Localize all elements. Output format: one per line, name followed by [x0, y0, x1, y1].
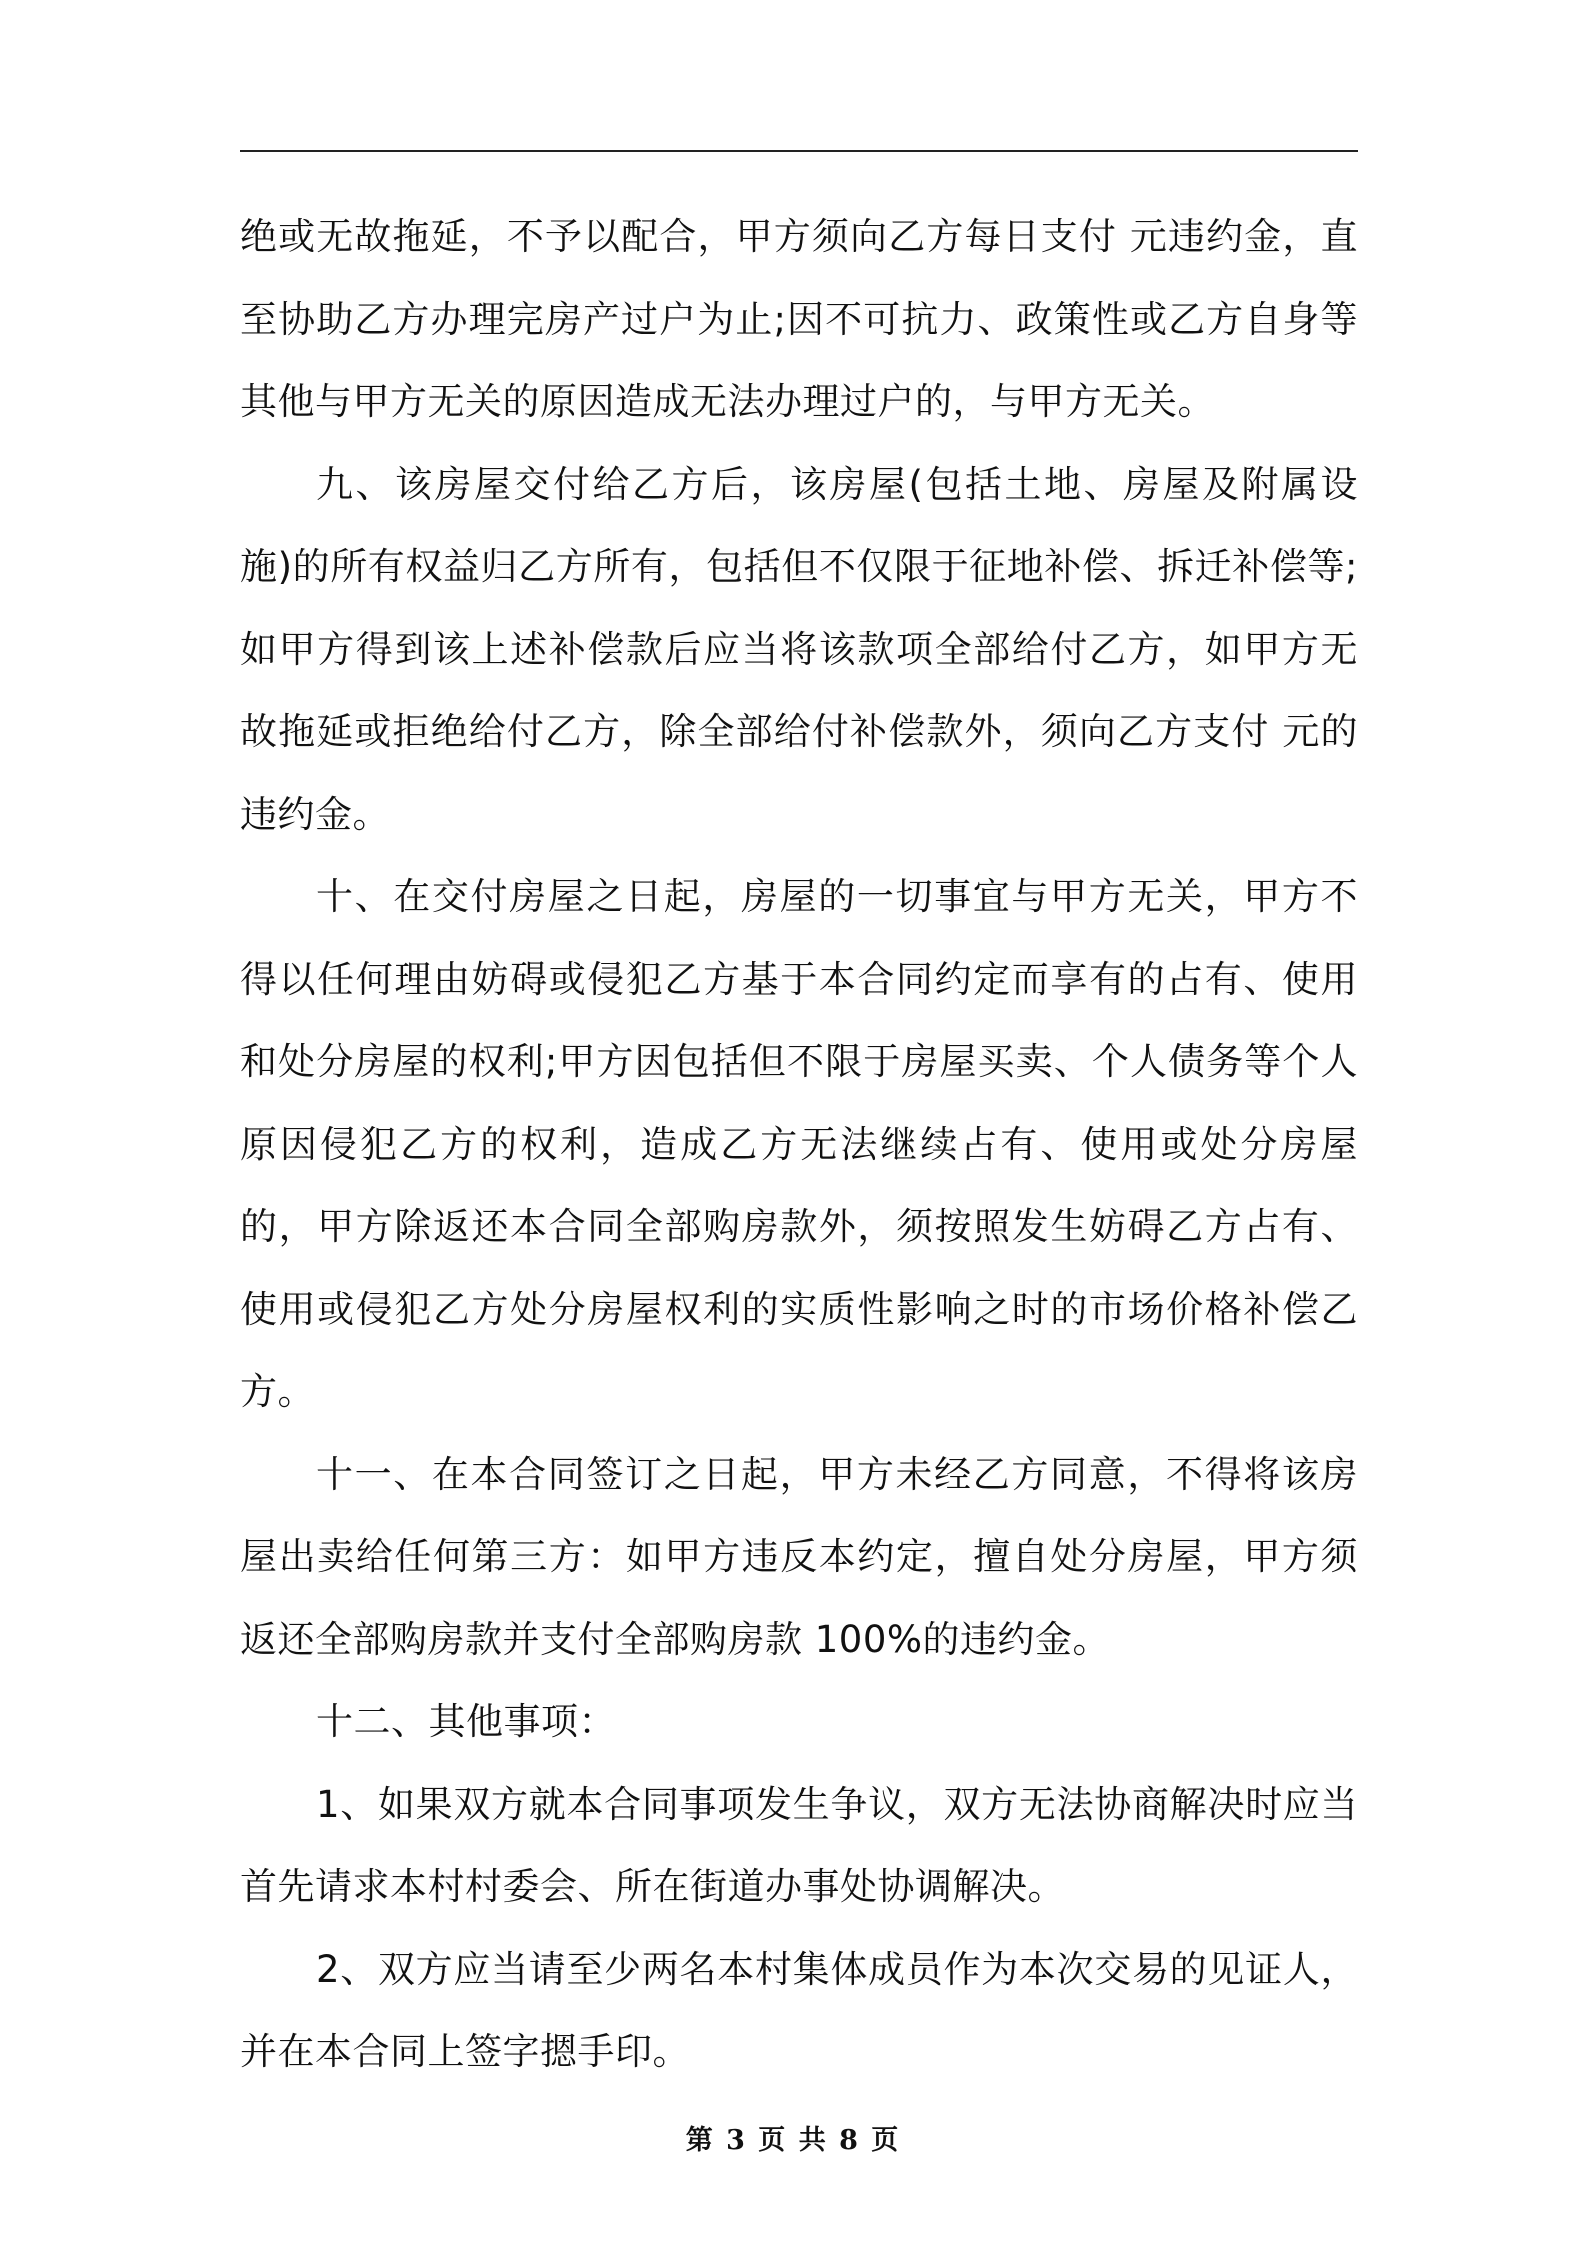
paragraph-clause-10: 十、在交付房屋之日起，房屋的一切事宜与甲方无关，甲方不得以任何理由妨碍或侵犯乙方基于本合同约定而享有的占有、使用和处分房屋的权利;甲方因包括但不限于房屋买卖、个人债务等个人原因侵犯乙方的权利，造成乙方无法继续占有、使用或处分房屋的，甲方除返还本合同全部购房款外，须按照发生妨碍乙方占有、使用或侵犯乙方处分房屋权利的实质性影响之时的市场价格补偿乙方。 [240, 875, 1358, 1413]
page-number-footer: 第 3 页 共 8 页 [685, 2125, 901, 2156]
paragraph-clause-11: 十一、在本合同签订之日起，甲方未经乙方同意，不得将该房屋出卖给任何第三方：如甲方违反本约定，擅自处分房屋，甲方须返还全部购房款并支付全部购房款 100%的违约金。 [240, 1452, 1358, 1661]
paragraph-clause-12-heading: 十二、其他事项： [316, 1700, 616, 1743]
paragraph-clause-12-item-1: 1、如果双方就本合同事项发生争议，双方无法协商解决时应当首先请求本村村委会、所在街道办事处协调解决。 [240, 1782, 1358, 1908]
paragraph-clause-9: 九、该房屋交付给乙方后，该房屋(包括土地、房屋及附属设施)的所有权益归乙方所有，包括但不仅限于征地补偿、拆迁补偿等;如甲方得到该上述补偿款后应当将该款项全部给付乙方，如甲方无故拖延或拒绝给付乙方，除全部给付补偿款外，须向乙方支付 元的违约金。 [240, 462, 1358, 836]
header-rule [240, 150, 1358, 152]
paragraph-continuation: 绝或无故拖延，不予以配合，甲方须向乙方每日支付 元违约金，直至协助乙方办理完房产过户为止;因不可抗力、政策性或乙方自身等其他与甲方无关的原因造成无法办理过户的，与甲方无关。 [240, 215, 1358, 423]
paragraph-clause-12-item-2: 2、双方应当请至少两名本村集体成员作为本次交易的见证人，并在本合同上签字摁手印。 [240, 1947, 1358, 2073]
contract-body [240, 196, 1358, 2094]
